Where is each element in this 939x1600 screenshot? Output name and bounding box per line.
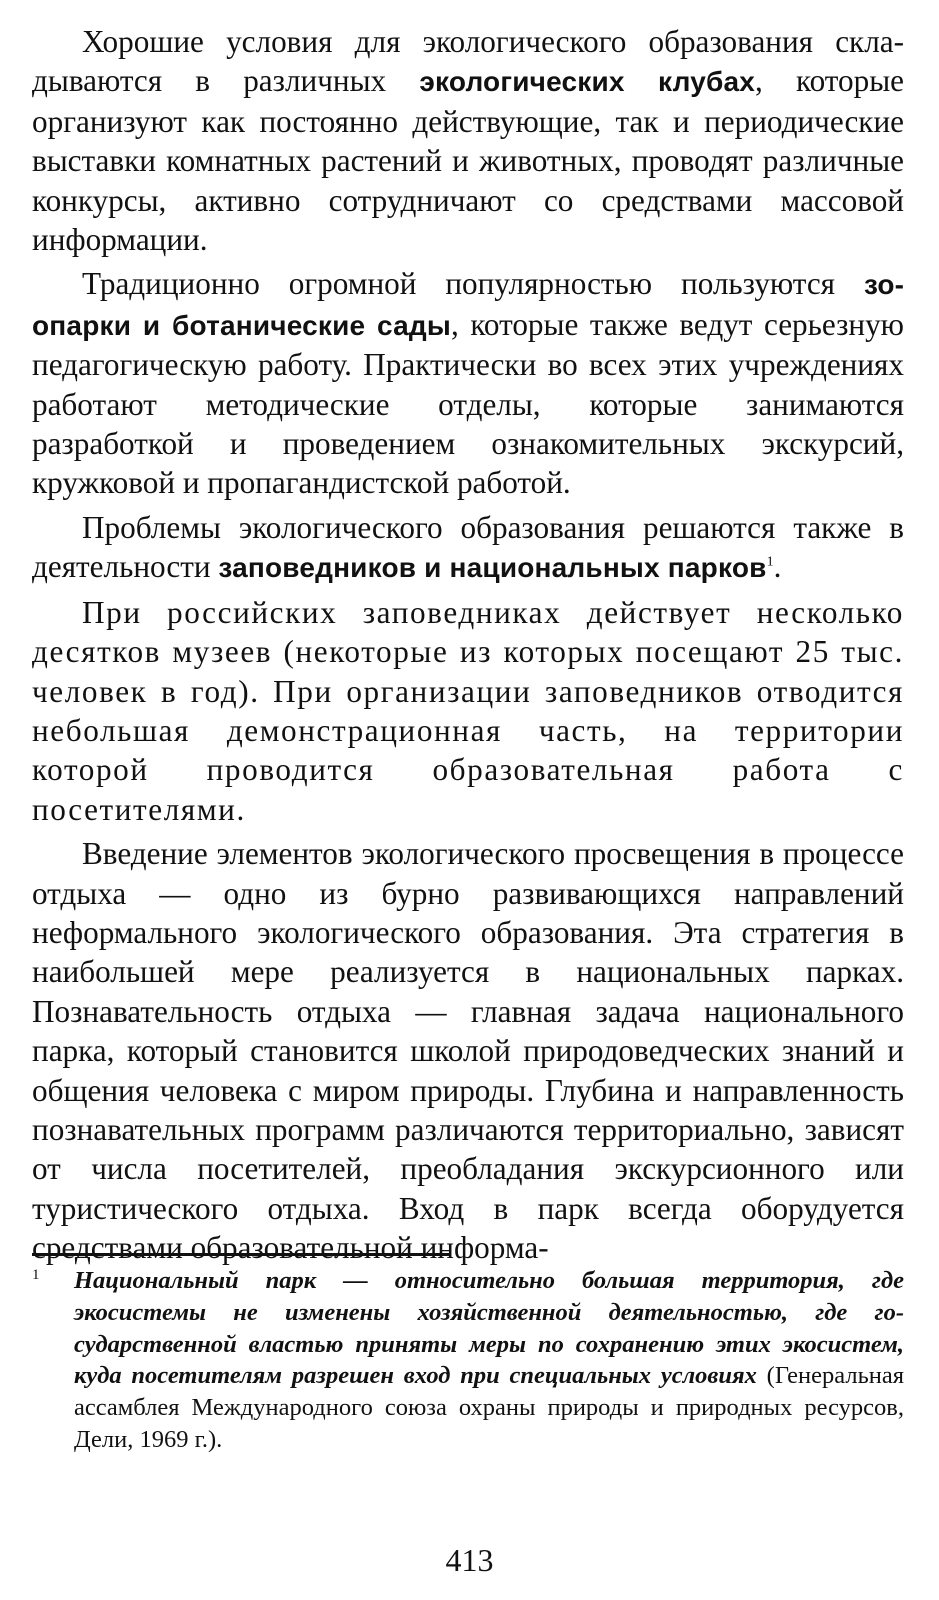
footnote-reference: 1 bbox=[766, 554, 774, 570]
paragraph-recreation-education bbox=[32, 834, 904, 1267]
text-segment: , которые также ведут серьезную педагогическую работу. Практически во всех этих учреждениях работают методические отделы, которые занимаются разработкой и проведением ознакомительных экскурсий, кружковой и пропагандистской работой. bbox=[32, 306, 904, 501]
page-number: 413 bbox=[445, 1542, 494, 1578]
text-segment: При российских заповедниках действует несколько десятков музеев (некоторые из которых посещают 25 тыс. человек в год). При организации заповедников отводится небольшая демонстрационная часть, на территории которой проводится образовательная работа с посетителями. bbox=[32, 594, 904, 827]
body-text bbox=[32, 22, 904, 1268]
text-segment: , которые организуют как постоянно действующие, так и периодические выставки комнатных растений и животных, проводят различные конкурсы, активно сотрудничают со средствами массовой информации. bbox=[32, 63, 904, 258]
text-segment: Введение элементов экологического просвещения в процессе отдыха — одно из бурно развивающихся направлений неформального экологического образования. Эта стратегия в наибольшей мере реализуется в национальных парках. Познавательность отдыха — главная задача национального парка, который становится школой природоведческих знаний и общения человека с миром природы. Глубина и направленность познавательных программ различаются территориально, зависят от числа посетителей, преобладания экскурсионного или туристического отдыха. Вход в парк всегда оборудуется средствами образовательной информа- bbox=[32, 836, 904, 1266]
bold-term-ecological-clubs: экологических клубах bbox=[419, 66, 756, 98]
footnote-marker: 1 bbox=[32, 1267, 40, 1283]
footnote-text bbox=[74, 1265, 904, 1456]
footnote-divider bbox=[32, 1253, 450, 1256]
text-segment: . bbox=[773, 549, 782, 585]
text-segment: Традиционно огромной популярностью пользуются bbox=[82, 266, 864, 302]
text-segment: Проблемы экологического образования решаются также в деятельности bbox=[32, 509, 904, 585]
text-segment: Хорошие условия для экологического образования складываются в различных bbox=[32, 24, 904, 99]
paragraph-zoos-botanical-gardens bbox=[32, 264, 904, 502]
bold-term-zoos-botanical-gardens: зоопарки и ботанические сады bbox=[32, 269, 904, 341]
paragraph-museums bbox=[32, 593, 904, 829]
bold-term-reserves-national-parks: заповедников и национальных парков bbox=[218, 552, 767, 584]
footnote-definition: Национальный парк — относительно большая территория, где экосистемы не изменены хозяйственной деятельностью, где государственной властью приняты меры по сохранению этих экосистем, куда посетителям разрешен вход при специальных условиях bbox=[74, 1267, 904, 1390]
footnote bbox=[32, 1265, 904, 1456]
paragraph-ecological-clubs bbox=[32, 22, 904, 259]
paragraph-reserves-national-parks bbox=[32, 508, 904, 588]
footnote-source: (Генеральная ассамблея Международного союза охраны природы и природных ресурсов, Дели, 1969 г.). bbox=[74, 1362, 904, 1453]
